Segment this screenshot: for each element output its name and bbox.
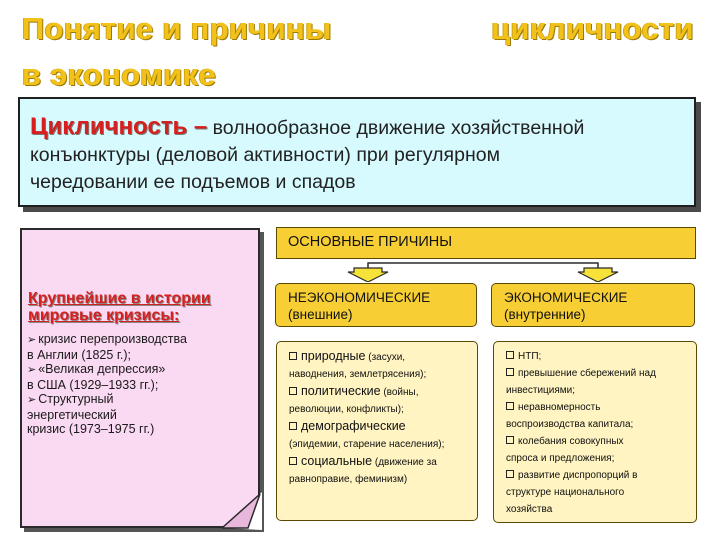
definition-text-1: волнообразное движение хозяйственной [207, 117, 585, 139]
list-item-cont: (эпидемии, старение населения); [289, 439, 445, 450]
checkbox-bullet-icon [289, 387, 297, 395]
definition-line-3: чередовании ее подъемов и спадов [30, 171, 356, 193]
list-item-cont: хозяйства [506, 504, 553, 515]
checkbox-bullet-icon [506, 351, 514, 359]
list-item: превышение сбережений над [506, 365, 690, 382]
list-item-cont: структуре национального [506, 487, 625, 498]
page-title [22, 6, 332, 98]
page-curl-icon [222, 492, 262, 530]
checkbox-bullet-icon [289, 422, 297, 430]
arrow-bullet-icon: ➢ [27, 363, 37, 376]
list-item: демографические [289, 418, 471, 436]
checkbox-bullet-icon [506, 368, 514, 376]
list-item-cont: наводнения, землетрясения); [289, 369, 427, 380]
title-line-1: Понятие и причины [22, 11, 332, 46]
checkbox-bullet-icon [506, 402, 514, 410]
list-item-cont: равноправие, феминизм) [289, 474, 408, 485]
list-item-cont: кризис (1973–1975 гг.) [27, 422, 155, 436]
split-arrows [276, 258, 696, 282]
checkbox-bullet-icon [289, 457, 297, 465]
list-item: ➢ «Великая депрессия» [27, 362, 166, 376]
list-item: ➢ Структурный [27, 392, 114, 406]
non-economic-list [276, 341, 478, 521]
definition-line-2: конъюнктуры (деловой активности) при регулярном [30, 144, 500, 166]
non-economic-subtitle: (внешние) [288, 307, 353, 322]
definition-line-1 [30, 113, 682, 142]
non-economic-causes-box [275, 283, 477, 327]
list-item-cont: в Англии (1825 г.); [27, 347, 131, 362]
list-item: НТП; [506, 348, 690, 365]
checkbox-bullet-icon [506, 470, 514, 478]
list-item-cont: революции, конфликты); [289, 404, 404, 415]
list-item-cont: энергетический [27, 407, 117, 422]
economic-list [493, 341, 697, 523]
list-item: неравномерность [506, 399, 690, 416]
checkbox-bullet-icon [506, 436, 514, 444]
list-item: социальные (движение за [289, 453, 471, 471]
crises-heading [28, 290, 258, 324]
down-arrow-icon [348, 268, 388, 282]
list-item-cont: в США (1929–1933 гг.); [27, 377, 159, 392]
definition-term: Цикличность – [30, 113, 208, 140]
list-item: политические (войны, [289, 383, 471, 401]
list-item-cont: воспроизводства капитала; [506, 419, 634, 430]
economic-subtitle: (внутренние) [504, 307, 586, 322]
economic-title: ЭКОНОМИЧЕСКИЕ [504, 290, 628, 305]
list-item: колебания совокупных [506, 433, 690, 450]
list-item-cont: инвестициями; [506, 385, 576, 396]
arrow-bullet-icon: ➢ [27, 333, 37, 346]
list-item: развитие диспропорций в [506, 467, 690, 484]
list-item: природные (засухи, [289, 348, 471, 366]
page-title-right: цикличности [491, 11, 694, 46]
down-arrow-icon [578, 268, 618, 282]
crises-heading-line-2: мировые кризисы: [28, 307, 180, 324]
definition-box [18, 97, 696, 207]
non-economic-title: НЕЭКОНОМИЧЕСКИЕ [288, 290, 431, 305]
arrow-bullet-icon: ➢ [27, 393, 37, 406]
crises-list [27, 332, 259, 437]
list-item-cont: спроса и предложения; [506, 453, 615, 464]
main-causes-header: ОСНОВНЫЕ ПРИЧИНЫ [276, 227, 696, 259]
economic-causes-box [491, 283, 695, 327]
list-item: ➢ кризис перепроизводства [27, 332, 187, 346]
checkbox-bullet-icon [289, 352, 297, 360]
crises-heading-line-1: Крупнейшие в истории [28, 290, 211, 307]
title-line-2: в экономике [22, 57, 217, 92]
